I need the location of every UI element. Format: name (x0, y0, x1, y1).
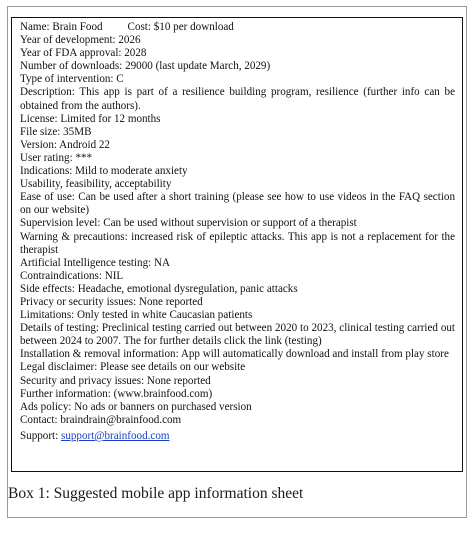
version: Version: Android 22 (20, 138, 110, 151)
contraindications: Contraindications: NIL (20, 269, 124, 282)
app-cost: Cost: $10 per download (127, 21, 234, 33)
details-of-testing: Details of testing: Preclinical testing carried out between 2020 to 2023, clinical testing carried out between 2024 to 2007. The for further details click the link (testing) (20, 322, 455, 348)
further-information: Further information: (www.brainfood.com) (20, 387, 213, 400)
year-of-development: Year of development: 2026 (20, 34, 141, 47)
figure-caption: Box 1: Suggested mobile app information sheet (8, 485, 304, 502)
ease-of-use: Ease of use: Can be used after a short training (please see how to use videos in the FAQ section on our website) (20, 191, 455, 217)
support-label: Support: (20, 429, 59, 442)
legal-disclaimer: Legal disclaimer: Please see details on our website (20, 361, 246, 374)
installation-removal: Installation & removal information: App will automatically download and install from play store (20, 348, 449, 361)
file-size: File size: 35MB (20, 125, 92, 138)
ads-policy: Ads policy: No ads or banners on purchased version (20, 400, 252, 413)
license: License: Limited for 12 months (20, 112, 161, 125)
warnings-precautions: Warning & precautions: increased risk of epileptic attacks. This app is not a replacement for the therapist (20, 230, 455, 256)
user-rating: User rating: *** (20, 151, 93, 164)
ai-testing: Artificial Intelligence testing: NA (20, 256, 171, 269)
side-effects: Side effects: Headache, emotional dysregulation, panic attacks (20, 282, 298, 295)
year-of-fda-approval: Year of FDA approval: 2028 (20, 47, 147, 60)
contact: Contact: braindrain@brainfood.com (20, 413, 182, 426)
number-of-downloads: Number of downloads: 29000 (last update March, 2029) (20, 60, 271, 73)
security-privacy-issues: Security and privacy issues: None reported (20, 374, 211, 387)
support-email-link[interactable]: support@brainfood.com (61, 429, 170, 442)
indications: Indications: Mild to moderate anxiety (20, 165, 188, 178)
privacy-security-issues: Privacy or security issues: None reported (20, 295, 203, 308)
description: Description: This app is part of a resilience building program, resilience (further info can be obtained from the authors). (20, 86, 455, 112)
app-name: Name: Brain Food (20, 21, 103, 33)
type-of-intervention: Type of intervention: C (20, 73, 124, 86)
supervision-level: Supervision level: Can be used without supervision or support of a therapist (20, 217, 357, 230)
usability: Usability, feasibility, acceptability (20, 178, 172, 191)
name-cost-line (20, 21, 455, 34)
app-information-sheet (11, 17, 463, 472)
limitations: Limitations: Only tested in white Caucasian patients (20, 309, 253, 322)
support-line (20, 430, 455, 443)
